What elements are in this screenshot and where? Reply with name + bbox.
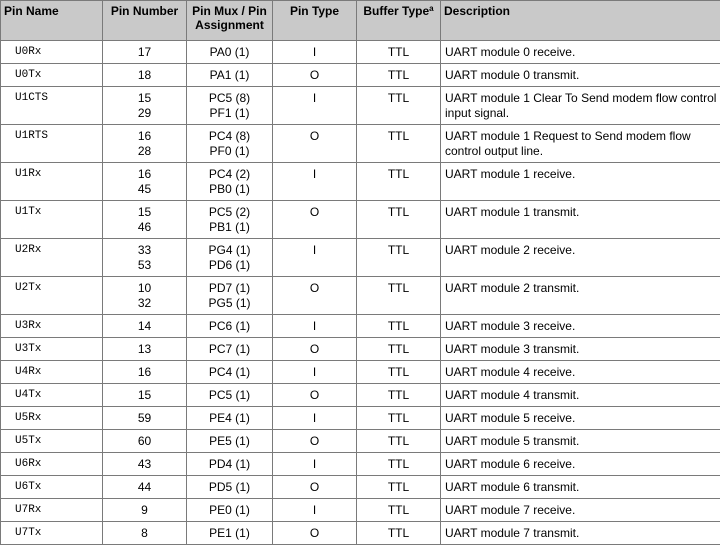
- pin-number-cell: [103, 384, 187, 407]
- pin-number-cell: [103, 430, 187, 453]
- pin-number: 14: [106, 319, 183, 334]
- description-cell: UART module 1 receive.: [441, 163, 720, 201]
- pin-assignment: PB0 (1): [190, 182, 269, 197]
- pin-mux-cell: [187, 361, 273, 384]
- pin-number-cell: [103, 163, 187, 201]
- pin-name-cell: U5Rx: [1, 407, 103, 430]
- pin-mux-cell: [187, 277, 273, 315]
- pin-mux-cell: [187, 476, 273, 499]
- table-row: [1, 201, 720, 239]
- table-row: [1, 87, 720, 125]
- pin-number-cell: [103, 453, 187, 476]
- description-cell: UART module 7 transmit.: [441, 522, 720, 545]
- pin-number: 29: [106, 106, 183, 121]
- table-row: [1, 338, 720, 361]
- description-cell: UART module 4 transmit.: [441, 384, 720, 407]
- table-row: [1, 430, 720, 453]
- pin-type-cell: I: [273, 453, 357, 476]
- pin-assignment: PE1 (1): [190, 526, 269, 541]
- pin-number: 32: [106, 296, 183, 311]
- table-row: [1, 476, 720, 499]
- pin-mux-cell: [187, 64, 273, 87]
- pin-type-cell: I: [273, 315, 357, 338]
- pin-assignment: PF0 (1): [190, 144, 269, 159]
- table-row: [1, 453, 720, 476]
- table-row: [1, 125, 720, 163]
- pin-number-cell: [103, 361, 187, 384]
- pin-number-cell: [103, 338, 187, 361]
- pin-number-cell: [103, 64, 187, 87]
- header-pin-mux: [187, 1, 273, 41]
- description-cell: UART module 1 Clear To Send modem flow control input signal.: [441, 87, 720, 125]
- pin-number: 13: [106, 342, 183, 357]
- description-cell: UART module 5 transmit.: [441, 430, 720, 453]
- buffer-type-cell: TTL: [357, 384, 441, 407]
- pin-type-cell: I: [273, 239, 357, 277]
- table-row: [1, 407, 720, 430]
- pin-assignment: PG5 (1): [190, 296, 269, 311]
- pin-mux-cell: [187, 201, 273, 239]
- pin-mux-cell: [187, 338, 273, 361]
- buffer-type-cell: TTL: [357, 453, 441, 476]
- pin-number: 46: [106, 220, 183, 235]
- pin-number-cell: [103, 201, 187, 239]
- pin-name-cell: U0Tx: [1, 64, 103, 87]
- header-buffer-type: [357, 1, 441, 41]
- pin-type-cell: O: [273, 430, 357, 453]
- pin-mux-cell: [187, 499, 273, 522]
- pin-number: 8: [106, 526, 183, 541]
- pin-number: 15: [106, 91, 183, 106]
- buffer-type-cell: TTL: [357, 430, 441, 453]
- header-pin-name: Pin Name: [1, 1, 103, 41]
- buffer-type-cell: TTL: [357, 522, 441, 545]
- buffer-type-cell: TTL: [357, 407, 441, 430]
- buffer-type-cell: TTL: [357, 125, 441, 163]
- table-row: [1, 239, 720, 277]
- description-cell: UART module 7 receive.: [441, 499, 720, 522]
- pin-number: 16: [106, 365, 183, 380]
- description-cell: UART module 3 transmit.: [441, 338, 720, 361]
- pin-number: 15: [106, 205, 183, 220]
- table-row: [1, 163, 720, 201]
- table-header: [1, 1, 720, 41]
- pin-number: 10: [106, 281, 183, 296]
- pin-name-cell: U1Rx: [1, 163, 103, 201]
- table-body: [1, 41, 720, 545]
- pin-number: 33: [106, 243, 183, 258]
- description-cell: UART module 4 receive.: [441, 361, 720, 384]
- buffer-type-cell: TTL: [357, 338, 441, 361]
- pin-assignment: PC5 (2): [190, 205, 269, 220]
- buffer-type-cell: TTL: [357, 163, 441, 201]
- pin-number: 43: [106, 457, 183, 472]
- buffer-type-cell: TTL: [357, 315, 441, 338]
- pin-number: 9: [106, 503, 183, 518]
- pin-type-cell: I: [273, 499, 357, 522]
- pin-number: 18: [106, 68, 183, 83]
- pin-assignment: PG4 (1): [190, 243, 269, 258]
- description-cell: UART module 2 transmit.: [441, 277, 720, 315]
- pin-assignment: PC4 (8): [190, 129, 269, 144]
- pin-mux-cell: [187, 163, 273, 201]
- table-row: [1, 64, 720, 87]
- header-buffer-type-footnote: a: [429, 4, 433, 13]
- description-cell: UART module 5 receive.: [441, 407, 720, 430]
- description-cell: UART module 6 receive.: [441, 453, 720, 476]
- pin-number: 16: [106, 167, 183, 182]
- pin-mux-cell: [187, 407, 273, 430]
- pin-number: 17: [106, 45, 183, 60]
- pin-type-cell: O: [273, 476, 357, 499]
- buffer-type-cell: TTL: [357, 499, 441, 522]
- pin-type-cell: O: [273, 125, 357, 163]
- pin-type-cell: I: [273, 407, 357, 430]
- pin-assignment: PC5 (8): [190, 91, 269, 106]
- pin-number-cell: [103, 476, 187, 499]
- pin-name-cell: U2Tx: [1, 277, 103, 315]
- pin-number-cell: [103, 522, 187, 545]
- pin-name-cell: U2Rx: [1, 239, 103, 277]
- pin-name-cell: U3Rx: [1, 315, 103, 338]
- pin-assignment: PE5 (1): [190, 434, 269, 449]
- buffer-type-cell: TTL: [357, 239, 441, 277]
- table-row: [1, 522, 720, 545]
- header-pin-mux-line2: Assignment: [190, 18, 269, 32]
- pin-number-cell: [103, 239, 187, 277]
- pin-assignment: PE0 (1): [190, 503, 269, 518]
- pin-assignment: PA1 (1): [190, 68, 269, 83]
- pin-number-cell: [103, 277, 187, 315]
- pin-name-cell: U4Rx: [1, 361, 103, 384]
- pin-type-cell: I: [273, 163, 357, 201]
- buffer-type-cell: TTL: [357, 361, 441, 384]
- pin-type-cell: O: [273, 64, 357, 87]
- pin-mux-cell: [187, 87, 273, 125]
- pin-mux-cell: [187, 384, 273, 407]
- pin-number: 60: [106, 434, 183, 449]
- pin-assignment: PA0 (1): [190, 45, 269, 60]
- pin-number-cell: [103, 315, 187, 338]
- pin-number-cell: [103, 407, 187, 430]
- description-cell: UART module 1 transmit.: [441, 201, 720, 239]
- pin-type-cell: I: [273, 41, 357, 64]
- pin-type-cell: O: [273, 201, 357, 239]
- pin-name-cell: U4Tx: [1, 384, 103, 407]
- pin-number: 15: [106, 388, 183, 403]
- buffer-type-cell: TTL: [357, 87, 441, 125]
- description-cell: UART module 2 receive.: [441, 239, 720, 277]
- buffer-type-cell: TTL: [357, 64, 441, 87]
- pin-type-cell: O: [273, 522, 357, 545]
- pin-mux-cell: [187, 315, 273, 338]
- pin-number: 28: [106, 144, 183, 159]
- pin-type-cell: I: [273, 361, 357, 384]
- pin-number: 53: [106, 258, 183, 273]
- pin-assignment: PB1 (1): [190, 220, 269, 235]
- header-pin-type: Pin Type: [273, 1, 357, 41]
- description-cell: UART module 0 receive.: [441, 41, 720, 64]
- pin-name-cell: U6Rx: [1, 453, 103, 476]
- pin-mux-cell: [187, 239, 273, 277]
- header-description: Description: [441, 1, 720, 41]
- pin-type-cell: O: [273, 277, 357, 315]
- pin-name-cell: U5Tx: [1, 430, 103, 453]
- pin-number-cell: [103, 87, 187, 125]
- pin-name-cell: U1RTS: [1, 125, 103, 163]
- pin-assignment: PC4 (2): [190, 167, 269, 182]
- pin-assignment: PC5 (1): [190, 388, 269, 403]
- description-cell: UART module 6 transmit.: [441, 476, 720, 499]
- buffer-type-cell: TTL: [357, 476, 441, 499]
- description-cell: UART module 0 transmit.: [441, 64, 720, 87]
- table-row: [1, 384, 720, 407]
- buffer-type-cell: TTL: [357, 201, 441, 239]
- pin-name-cell: U1CTS: [1, 87, 103, 125]
- pin-assignment: PE4 (1): [190, 411, 269, 426]
- pin-assignment: PC6 (1): [190, 319, 269, 334]
- pin-mux-cell: [187, 430, 273, 453]
- pin-type-cell: O: [273, 384, 357, 407]
- header-buffer-type-label: Buffer Type: [363, 4, 429, 18]
- pin-assignment: PC7 (1): [190, 342, 269, 357]
- buffer-type-cell: TTL: [357, 41, 441, 64]
- pin-number-cell: [103, 499, 187, 522]
- table-row: [1, 41, 720, 64]
- pin-assignment: PD5 (1): [190, 480, 269, 495]
- header-pin-number: Pin Number: [103, 1, 187, 41]
- pin-number: 59: [106, 411, 183, 426]
- pin-type-cell: I: [273, 87, 357, 125]
- pin-mux-cell: [187, 453, 273, 476]
- pin-assignment: PD6 (1): [190, 258, 269, 273]
- pin-mux-cell: [187, 41, 273, 64]
- table-row: [1, 361, 720, 384]
- table-row: [1, 315, 720, 338]
- pin-name-cell: U7Rx: [1, 499, 103, 522]
- pin-number-cell: [103, 41, 187, 64]
- pin-assignment: PF1 (1): [190, 106, 269, 121]
- pin-mux-cell: [187, 125, 273, 163]
- table-row: [1, 499, 720, 522]
- pin-name-cell: U6Tx: [1, 476, 103, 499]
- pin-assignment: PD4 (1): [190, 457, 269, 472]
- description-cell: UART module 1 Request to Send modem flow control output line.: [441, 125, 720, 163]
- pin-mux-cell: [187, 522, 273, 545]
- buffer-type-cell: TTL: [357, 277, 441, 315]
- pin-name-cell: U7Tx: [1, 522, 103, 545]
- header-pin-mux-line1: Pin Mux / Pin: [190, 4, 269, 18]
- pin-assignment: PD7 (1): [190, 281, 269, 296]
- pin-assignment: PC4 (1): [190, 365, 269, 380]
- pin-number-cell: [103, 125, 187, 163]
- pin-name-cell: U3Tx: [1, 338, 103, 361]
- pin-type-cell: O: [273, 338, 357, 361]
- table-row: [1, 277, 720, 315]
- pin-number: 16: [106, 129, 183, 144]
- description-cell: UART module 3 receive.: [441, 315, 720, 338]
- pin-name-cell: U0Rx: [1, 41, 103, 64]
- pin-name-cell: U1Tx: [1, 201, 103, 239]
- pin-number: 44: [106, 480, 183, 495]
- pin-number: 45: [106, 182, 183, 197]
